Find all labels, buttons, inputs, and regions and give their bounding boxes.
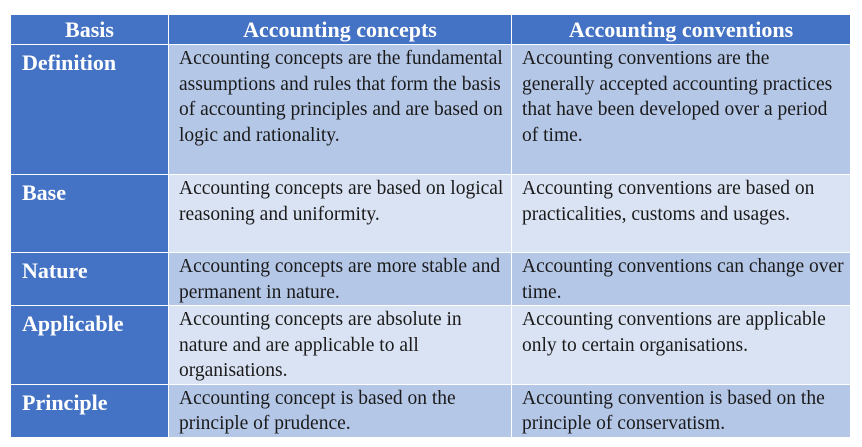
cell-concepts: Accounting concepts are based on logical reasoning and uniformity. [169, 175, 512, 253]
cell-concepts: Accounting concepts are more stable and permanent in nature. [169, 253, 512, 306]
comparison-table [10, 14, 851, 438]
row-label-base: Base [11, 175, 169, 253]
cell-conventions: Accounting convention is based on the principle of conservatism. [512, 384, 851, 437]
table-row [11, 384, 851, 437]
table-row [11, 306, 851, 385]
row-label-applicable: Applicable [11, 306, 169, 385]
cell-conventions: Accounting conventions are applicable only to certain organisations. [512, 306, 851, 385]
cell-conventions: Accounting conventions are based on practicalities, customs and usages. [512, 175, 851, 253]
header-row [11, 15, 851, 45]
table-row [11, 253, 851, 306]
cell-concepts: Accounting concepts are absolute in nature and are applicable to all organisations. [169, 306, 512, 385]
row-label-principle: Principle [11, 384, 169, 437]
header-accounting-conventions: Accounting conventions [512, 15, 851, 45]
table-row [11, 45, 851, 175]
row-label-nature: Nature [11, 253, 169, 306]
table-row [11, 175, 851, 253]
cell-concepts: Accounting concepts are the fundamental assumptions and rules that form the basis of accounting principles and are based on logic and rationality. [169, 45, 512, 175]
cell-concepts: Accounting concept is based on the principle of prudence. [169, 384, 512, 437]
row-label-definition: Definition [11, 45, 169, 175]
header-basis: Basis [11, 15, 169, 45]
header-accounting-concepts: Accounting concepts [169, 15, 512, 45]
cell-conventions: Accounting conventions are the generally accepted accounting practices that have been developed over a period of time. [512, 45, 851, 175]
cell-conventions: Accounting conventions can change over time. [512, 253, 851, 306]
